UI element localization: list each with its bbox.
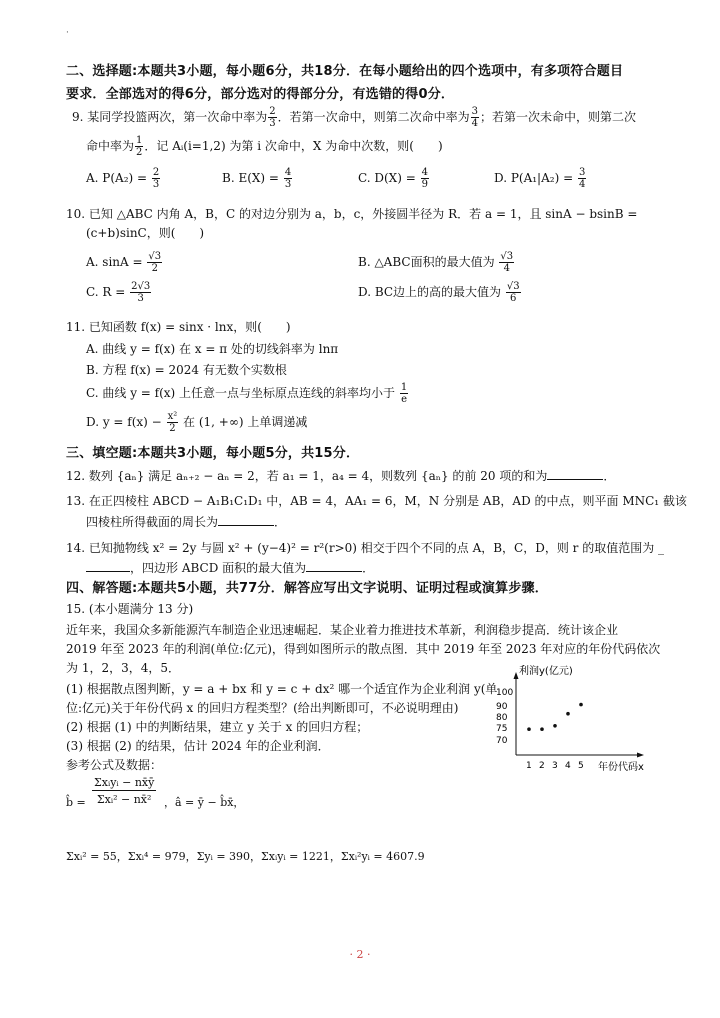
section2-line1: 二、选择题:本题共3小题，每小题6分，共18分．在每小题给出的四个选项中，有多项符合题目 bbox=[66, 64, 624, 79]
data-point bbox=[579, 703, 583, 707]
q9-option-a: A. P(A₂) = $\frac{2}{3}$ bbox=[86, 167, 160, 190]
y-axis-arrow bbox=[514, 672, 519, 679]
b-hat-fraction bbox=[92, 776, 156, 807]
data-point bbox=[566, 712, 570, 716]
y-tick-label: 70 bbox=[496, 736, 508, 746]
q10-option-b: B. △ABC面积的最大值为 $\frac{√3}{4}$ bbox=[358, 251, 514, 274]
q15-head: 15. (本小题满分 13 分) bbox=[66, 602, 194, 616]
q15-sub1b: 位:亿元)关于年份代码 x 的回归方程类型？(给出判断即可，不必说明理由) bbox=[66, 701, 459, 715]
x-tick-label: 2 bbox=[539, 761, 545, 771]
q11-option-b: B. 方程 f(x) = 2024 有无数个实数根 bbox=[86, 363, 287, 377]
y-tick-label: 100 bbox=[496, 688, 514, 698]
x-axis-arrow bbox=[637, 753, 644, 758]
q15-sub1a: (1) 根据散点图判断，y = a + bx 和 y = c + dx² 哪一个适宜作为企业利润 y(单 bbox=[66, 682, 498, 696]
section2-line2: 要求．全部选对的得6分，部分选对的得部分分，有选错的得0分． bbox=[66, 87, 455, 102]
q9-option-d: D. P(A₁|A₂) = $\frac{3}{4}$ bbox=[494, 167, 586, 190]
q15-para3: 为 1，2，3，4，5． bbox=[66, 661, 180, 675]
data-point bbox=[527, 727, 531, 731]
q9-line1: 9. 某同学投篮两次，第一次命中率为 $\frac{2}{3}$ ．若第一次命中，则第二次命中率为 $\frac{3}{4}$ ；若第一次未命中，则第二次 bbox=[72, 106, 637, 129]
x-tick-label: 1 bbox=[526, 761, 532, 771]
q10-line2: (c+b)sinC，则( ) bbox=[86, 226, 205, 240]
q14-line2: ，四边形 ABCD 面积的最大值为 ． bbox=[86, 559, 374, 577]
q12-text: 12. 数列 {aₙ} 满足 aₙ₊₂ − aₙ = 2，若 a₁ = 1，a₄ = 4，则数列 {aₙ} 的前 20 项的和为 ． bbox=[66, 469, 616, 483]
profit-scatter-chart bbox=[488, 658, 688, 778]
page-mark: · bbox=[66, 28, 69, 38]
y-tick-label: 80 bbox=[496, 713, 508, 723]
q10-option-d: D. BC边上的高的最大值为 $\frac{√3}{6}$ bbox=[358, 281, 520, 304]
q9-line2: 命中率为 $\frac{1}{2}$ ．记 Aᵢ(i=1,2) 为第 i 次命中，X 为命中次数，则( ) bbox=[86, 135, 443, 158]
q15-reference: 参考公式及数据： bbox=[66, 758, 163, 772]
y-tick-label: 75 bbox=[496, 724, 508, 734]
section2-heading bbox=[66, 60, 666, 106]
data-point bbox=[540, 727, 544, 731]
q10-line1: 10. 已知 △ABC 内角 A，B，C 的对边分别为 a，b，c，外接圆半径为 R．若 a = 1，且 sinA − bsinB = bbox=[66, 207, 638, 221]
data-point bbox=[553, 724, 557, 728]
q15-sub3: (3) 根据 (2) 的结果，估计 2024 年的企业利润． bbox=[66, 739, 330, 753]
q14-answer-blank2[interactable] bbox=[306, 559, 362, 572]
q14-line1: 14. 已知抛物线 x² = 2y 与圆 x² + (y−4)² = r²(r>0) 相交于四个不同的点 A，B，C，D，则 r 的取值范围为 _ bbox=[66, 541, 665, 555]
y-axis-title: 利润y(亿元) bbox=[519, 666, 573, 677]
page-number: · 2 · bbox=[349, 948, 371, 961]
section3-heading: 三、填空题:本题共3小题，每小题5分，共15分． bbox=[66, 446, 360, 461]
x-tick-label: 5 bbox=[578, 761, 584, 771]
q11-option-d: D. y = f(x) − $\frac{\text{x²}}{2}$ 在 (1, +∞) 上单调递减 bbox=[86, 411, 308, 434]
x-axis-title: 年份代码x bbox=[598, 762, 644, 773]
a-hat-formula: ，â = ȳ − b̂x̄， bbox=[164, 796, 245, 809]
q9-frac3: $\frac{1}{2}$ bbox=[136, 135, 143, 158]
q9-option-b: B. E(X) = $\frac{4}{3}$ bbox=[222, 167, 292, 190]
q9-frac1: $\frac{2}{3}$ bbox=[269, 106, 276, 129]
q11-option-c: C. 曲线 y = f(x) 上任意一点与坐标原点连线的斜率均小于 $\frac{1}{e}$ bbox=[86, 382, 408, 405]
q10-option-c: C. R = $\frac{2√3}{3}$ bbox=[86, 281, 151, 304]
b-hat-denominator: Σxᵢ² − nx̄² bbox=[96, 793, 152, 806]
b-hat-numerator: Σxᵢyᵢ − nx̄ȳ bbox=[94, 776, 155, 789]
q14-answer-blank1[interactable] bbox=[86, 559, 130, 572]
q11-option-a: A. 曲线 y = f(x) 在 x = π 处的切线斜率为 lnπ bbox=[86, 342, 339, 356]
q15-sub2: (2) 根据 (1) 中的判断结果，建立 y 关于 x 的回归方程； bbox=[66, 720, 369, 734]
x-tick-label: 3 bbox=[552, 761, 558, 771]
b-hat-label: b̂ = bbox=[66, 796, 86, 809]
q9-option-c: C. D(X) = $\frac{4}{9}$ bbox=[358, 167, 428, 190]
section4-heading: 四、解答题:本题共5小题，共77分．解答应写出文字说明、证明过程或演算步骤． bbox=[66, 581, 548, 596]
q10-option-a: A. sinA = $\frac{√3}{2}$ bbox=[86, 251, 162, 274]
q15-para1: 近年来，我国众多新能源汽车制造企业迅速崛起．某企业着力推进技术革新，利润稳步提高．统计该企业 bbox=[66, 623, 619, 637]
y-tick-label: 90 bbox=[496, 702, 508, 712]
q13-line1: 13. 在正四棱柱 ABCD − A₁B₁C₁D₁ 中，AB = 4，AA₁ = 6，M，N 分别是 AB，AD 的中点，则平面 MNC₁ 截该 bbox=[66, 494, 687, 508]
q15-para2: 2019 年至 2023 年的利润(单位:亿元)，得到如图所示的散点图．其中 2019 年至 2023 年对应的年份代码依次 bbox=[66, 642, 661, 656]
q12-answer-blank[interactable] bbox=[547, 467, 603, 480]
q13-line2: 四棱柱所得截面的周长为 ． bbox=[86, 515, 287, 529]
reference-data: Σxᵢ² = 55，Σxᵢ⁴ = 979，Σyᵢ = 390，Σxᵢyᵢ = 1221，Σxᵢ²yᵢ = 4607.9 bbox=[66, 850, 425, 863]
q11-line1: 11. 已知函数 f(x) = sinx · lnx，则( ) bbox=[66, 320, 291, 334]
x-tick-label: 4 bbox=[565, 761, 571, 771]
q9-frac2: $\frac{3}{4}$ bbox=[471, 106, 479, 129]
q13-answer-blank[interactable] bbox=[218, 513, 274, 526]
